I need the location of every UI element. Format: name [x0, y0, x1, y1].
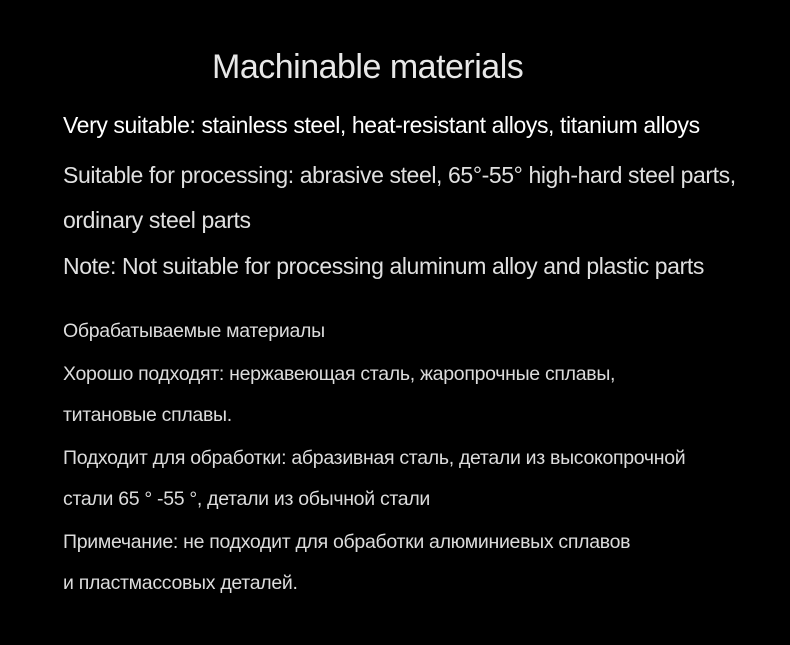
english-very-suitable: Very suitable: stainless steel, heat-resistant alloys, titanium alloys	[63, 112, 700, 138]
russian-suitable-line-2: стали 65 ° -55 °, детали из обычной стали	[63, 488, 431, 510]
russian-heading: Обрабатываемые материалы	[63, 320, 325, 342]
russian-note-line-1: Примечание: не подходит для обработки алюминиевых сплавов	[63, 531, 631, 553]
russian-note-line-2: и пластмассовых деталей.	[63, 572, 298, 594]
english-note: Note: Not suitable for processing aluminum alloy and plastic parts	[63, 253, 704, 279]
russian-good-line-1: Хорошо подходят: нержавеющая сталь, жаропрочные сплавы,	[63, 363, 616, 385]
page-title: Machinable materials	[212, 48, 524, 86]
russian-good-line-2: титановые сплавы.	[63, 404, 232, 426]
russian-suitable-line-1: Подходит для обработки: абразивная сталь, детали из высокопрочной	[63, 447, 686, 469]
english-suitable-line-2: ordinary steel parts	[63, 207, 251, 233]
english-suitable-line-1: Suitable for processing: abrasive steel, 65°-55° high-hard steel parts,	[63, 162, 736, 188]
